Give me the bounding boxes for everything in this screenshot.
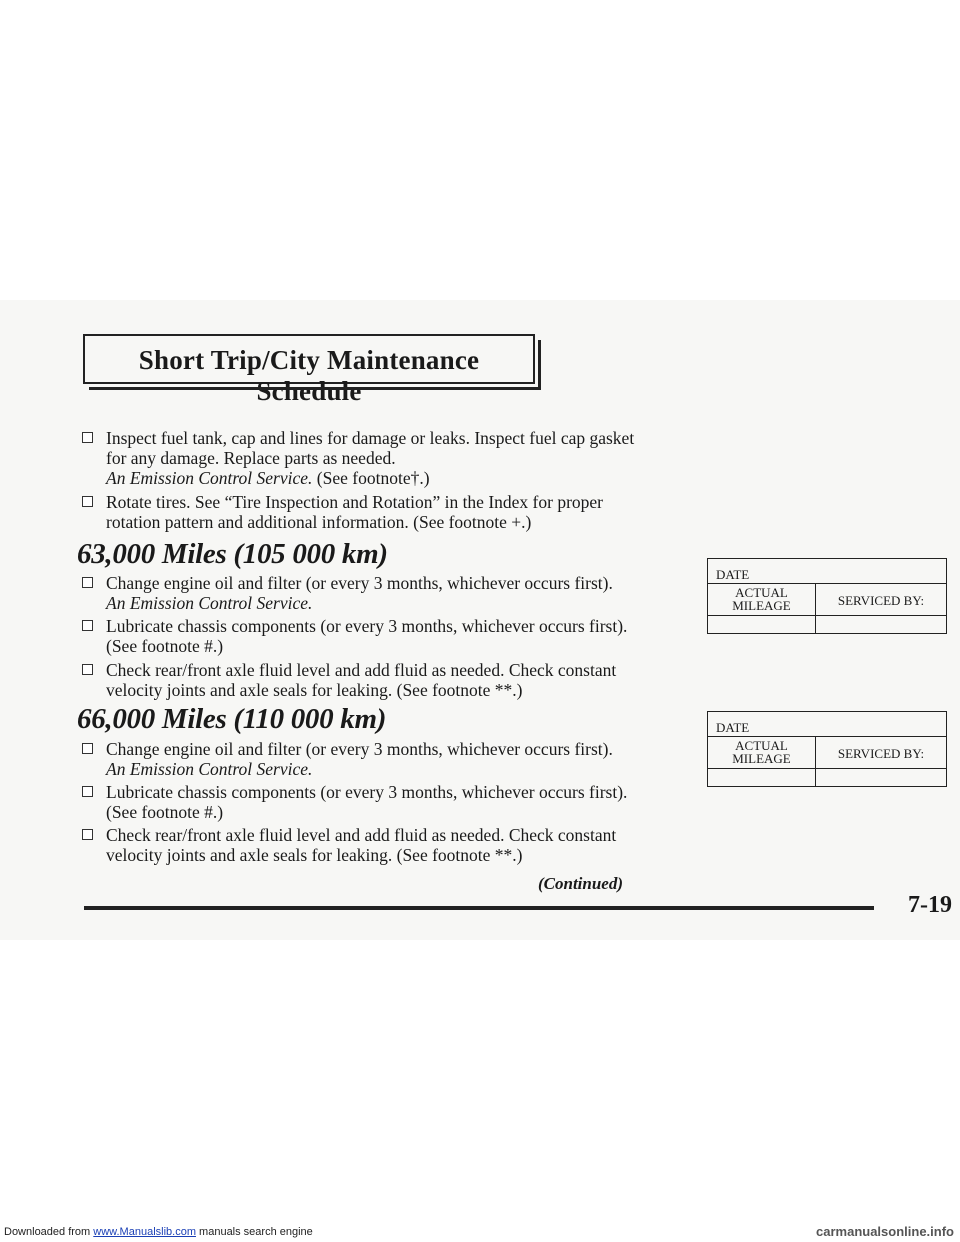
continued-label: (Continued) [538,874,624,893]
date-label: DATE [716,567,750,582]
checkbox-icon[interactable] [82,786,93,797]
date-label: DATE [716,720,750,735]
item-line: Change engine oil and filter (or every 3 months, whichever occurs first). [106,739,613,759]
item-line: for any damage. Replace parts as needed. [106,448,396,468]
actual-mileage-label: ACTUAL MILEAGE [732,585,791,613]
download-footer: Downloaded from www.Manualslib.com manuals search engine [4,1226,313,1238]
service-record-box-63000 [707,558,947,634]
item-line: Lubricate chassis components (or every 3 months, whichever occurs first). [106,616,628,636]
item-line: Inspect fuel tank, cap and lines for damage or leaks. Inspect fuel cap gasket [106,428,635,448]
item-line: velocity joints and axle seals for leaking. (See footnote **.) [106,680,523,700]
item-line: Lubricate chassis components (or every 3 months, whichever occurs first). [106,782,628,802]
checkbox-icon[interactable] [82,743,93,754]
item-emission-note: An Emission Control Service. (See footnote†.) [106,468,430,488]
actual-mileage-label: ACTUAL MILEAGE [732,738,791,766]
checkbox-icon[interactable] [82,432,93,443]
schedule-title-box [83,334,535,406]
item-line: Check rear/front axle fluid level and add fluid as needed. Check constant [106,660,617,680]
schedule-title: Short Trip/City Maintenance Schedule [138,345,480,406]
checkbox-icon[interactable] [82,620,93,631]
serviced-by-label: SERVICED BY: [837,593,925,608]
item-line: Check rear/front axle fluid level and add fluid as needed. Check constant [106,825,617,845]
item-emission-note: An Emission Control Service. [106,593,313,613]
page-rule [84,906,874,910]
item-line: velocity joints and axle seals for leaking. (See footnote **.) [106,845,523,865]
section-heading-63000: 63,000 Miles (105 000 km) [77,538,388,570]
serviced-by-label: SERVICED BY: [837,746,925,761]
item-line: Rotate tires. See “Tire Inspection and Rotation” in the Index for proper [106,492,603,512]
manualslib-link[interactable]: www.Manualslib.com [93,1226,196,1238]
section-heading-66000: 66,000 Miles (110 000 km) [77,703,387,735]
item-line: Change engine oil and filter (or every 3 months, whichever occurs first). [106,573,613,593]
site-watermark: carmanualsonline.info [816,1224,954,1239]
checkbox-icon[interactable] [82,664,93,675]
item-line: rotation pattern and additional information. (See footnote +.) [106,512,532,532]
item-emission-note: An Emission Control Service. [106,759,313,779]
checkbox-icon[interactable] [82,577,93,588]
item-line: (See footnote #.) [106,636,224,656]
checkbox-icon[interactable] [82,496,93,507]
checkbox-icon[interactable] [82,829,93,840]
item-line: (See footnote #.) [106,802,224,822]
page-number: 7-19 [908,892,952,918]
service-record-box-66000 [707,711,947,787]
